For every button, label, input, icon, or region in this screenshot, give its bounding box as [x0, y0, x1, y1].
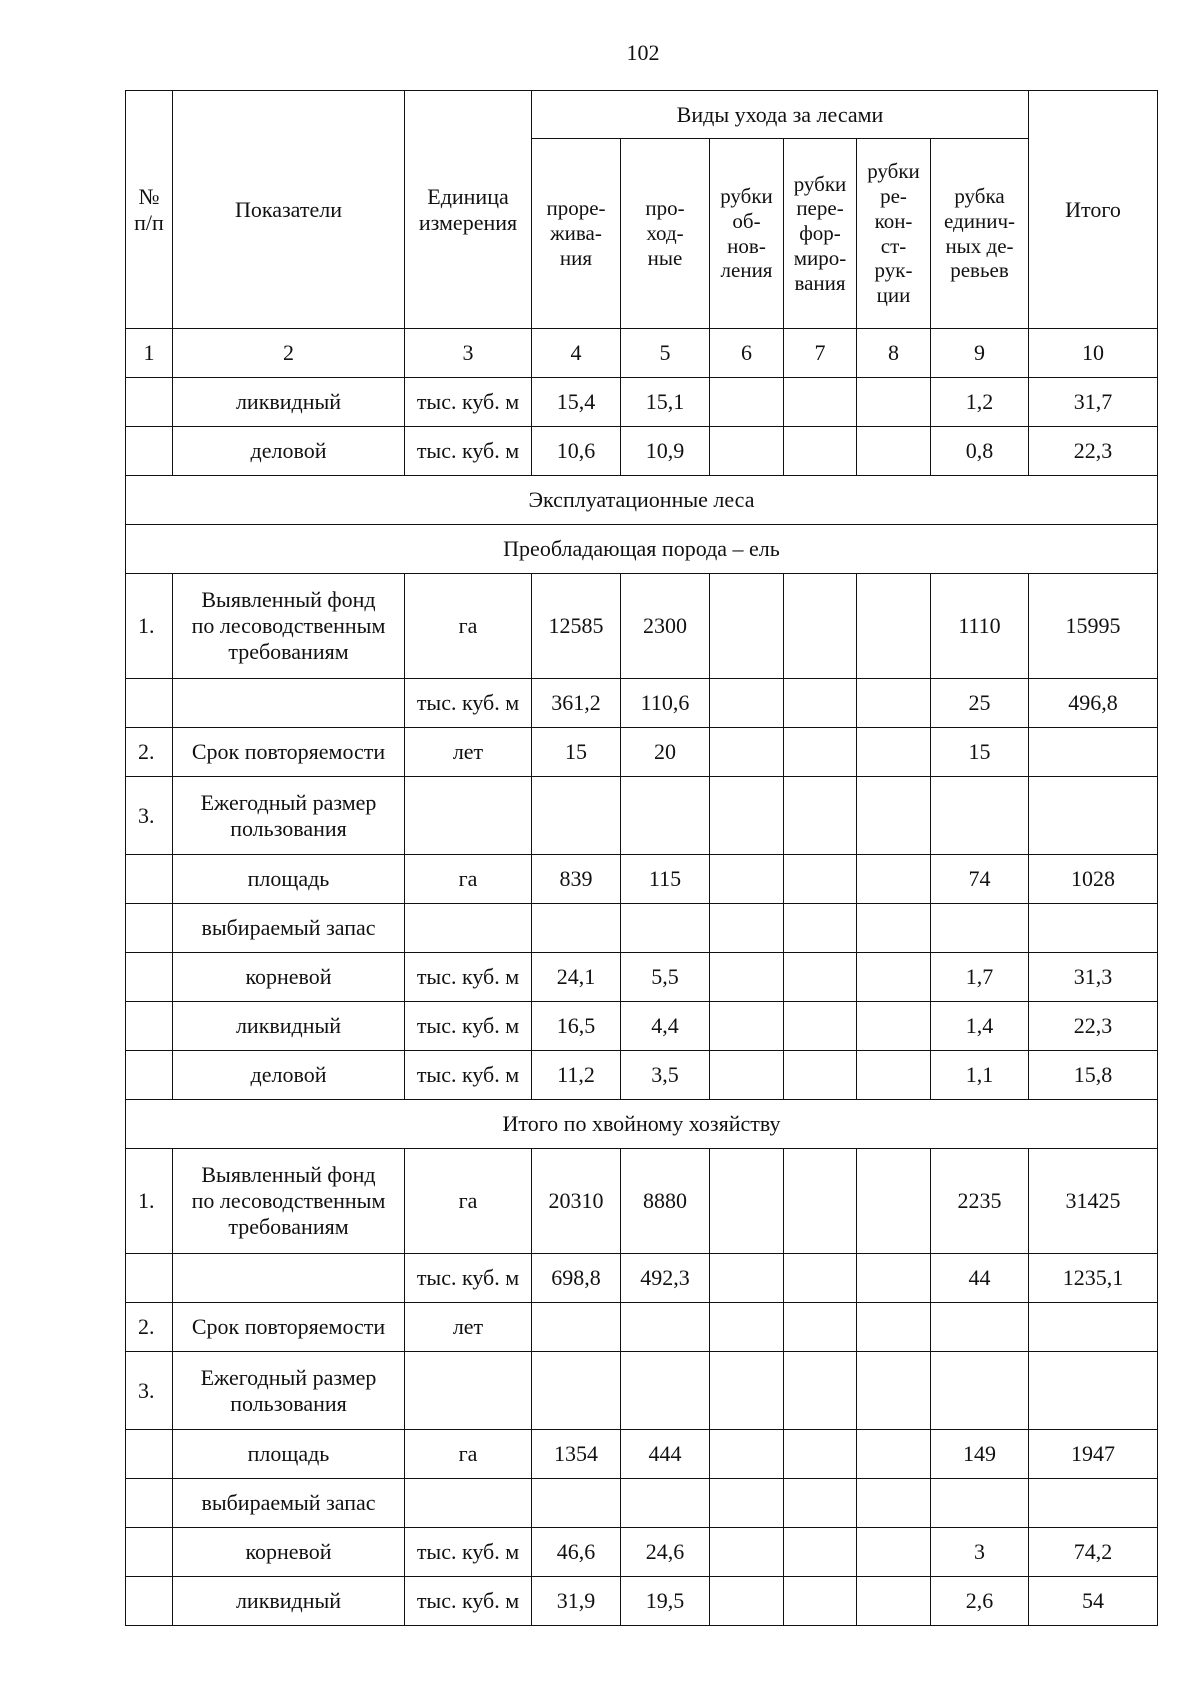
row-value: 110,6: [621, 679, 710, 728]
row-value: 1,1: [931, 1051, 1029, 1100]
section-title: Итого по хвойному хозяйству: [126, 1100, 1158, 1149]
row-number: 2.: [126, 1303, 173, 1352]
row-number: [126, 855, 173, 904]
row-value: [784, 574, 857, 679]
row-total: 1947: [1029, 1430, 1158, 1479]
header-unit: Единица измерения: [405, 91, 532, 329]
row-indicator: площадь: [173, 1430, 405, 1479]
row-value: [857, 378, 931, 427]
row-unit: тыс. куб. м: [405, 1577, 532, 1626]
section-row: [126, 525, 1158, 574]
row-value: [857, 777, 931, 855]
row-indicator: [173, 1254, 405, 1303]
row-value: [784, 1051, 857, 1100]
row-value: [784, 855, 857, 904]
header-col-reformation: рубки пере- фор- миро- вания: [784, 139, 857, 329]
row-value: 31,9: [532, 1577, 621, 1626]
row-indicator: Выявленный фонд по лесоводственным требованиям: [173, 1149, 405, 1254]
col-number: 8: [857, 329, 931, 378]
row-value: [710, 1051, 784, 1100]
row-total: 74,2: [1029, 1528, 1158, 1577]
row-value: [784, 1149, 857, 1254]
row-value: [710, 1352, 784, 1430]
row-value: 25: [931, 679, 1029, 728]
header-col-passage: про- ход- ные: [621, 139, 710, 329]
row-value: [931, 1352, 1029, 1430]
table-row: [126, 1149, 1158, 1254]
row-value: [857, 1149, 931, 1254]
row-value: [710, 777, 784, 855]
col-number: 6: [710, 329, 784, 378]
row-number: 1.: [126, 1149, 173, 1254]
row-value: 0,8: [931, 427, 1029, 476]
row-value: [621, 777, 710, 855]
row-value: 361,2: [532, 679, 621, 728]
table-row: [126, 1577, 1158, 1626]
col-number: 10: [1029, 329, 1158, 378]
row-total: 1235,1: [1029, 1254, 1158, 1303]
row-value: 19,5: [621, 1577, 710, 1626]
col-number: 9: [931, 329, 1029, 378]
row-unit: га: [405, 1149, 532, 1254]
row-value: [784, 1479, 857, 1528]
row-value: [532, 1479, 621, 1528]
row-value: 1110: [931, 574, 1029, 679]
row-value: 3,5: [621, 1051, 710, 1100]
section-title: Эксплуатационные леса: [126, 476, 1158, 525]
row-unit: [405, 904, 532, 953]
row-number: 3.: [126, 1352, 173, 1430]
col-number: 1: [126, 329, 173, 378]
row-total: 15,8: [1029, 1051, 1158, 1100]
row-value: [621, 1479, 710, 1528]
row-value: [710, 1577, 784, 1626]
row-value: [710, 1528, 784, 1577]
row-value: 16,5: [532, 1002, 621, 1051]
row-total: 31425: [1029, 1149, 1158, 1254]
table-row: [126, 1528, 1158, 1577]
row-value: [784, 679, 857, 728]
row-value: [857, 679, 931, 728]
row-value: [784, 728, 857, 777]
row-number: [126, 1528, 173, 1577]
row-unit: тыс. куб. м: [405, 427, 532, 476]
row-value: [857, 1352, 931, 1430]
row-value: [931, 1303, 1029, 1352]
row-total: 31,7: [1029, 378, 1158, 427]
table-row: [126, 1430, 1158, 1479]
row-number: [126, 679, 173, 728]
row-value: 1,4: [931, 1002, 1029, 1051]
header-col-reconstruction: рубки ре- кон- ст- рук- ции: [857, 139, 931, 329]
forest-care-table: [125, 90, 1158, 1626]
row-value: [710, 1303, 784, 1352]
header-care-types: Виды ухода за лесами: [532, 91, 1029, 139]
row-value: 1,2: [931, 378, 1029, 427]
row-total: [1029, 1352, 1158, 1430]
row-number: [126, 1051, 173, 1100]
row-value: [532, 777, 621, 855]
row-value: [710, 1430, 784, 1479]
row-value: 46,6: [532, 1528, 621, 1577]
row-total: 54: [1029, 1577, 1158, 1626]
row-number: [126, 1577, 173, 1626]
row-value: 44: [931, 1254, 1029, 1303]
row-value: 10,9: [621, 427, 710, 476]
row-unit: тыс. куб. м: [405, 953, 532, 1002]
row-value: [784, 953, 857, 1002]
row-value: 115: [621, 855, 710, 904]
row-value: [621, 1303, 710, 1352]
row-number: [126, 1254, 173, 1303]
header-total: Итого: [1029, 91, 1158, 329]
header-col-renewal: рубки об- нов- ления: [710, 139, 784, 329]
col-number: 2: [173, 329, 405, 378]
header-indicator: Показатели: [173, 91, 405, 329]
row-value: 444: [621, 1430, 710, 1479]
row-indicator: Ежегодный размер пользования: [173, 1352, 405, 1430]
section-row: [126, 476, 1158, 525]
row-value: [784, 1528, 857, 1577]
row-number: [126, 427, 173, 476]
row-value: [710, 679, 784, 728]
col-number: 3: [405, 329, 532, 378]
row-number: 3.: [126, 777, 173, 855]
row-value: 11,2: [532, 1051, 621, 1100]
table-body: [126, 378, 1158, 1626]
col-number: 4: [532, 329, 621, 378]
row-total: 22,3: [1029, 1002, 1158, 1051]
row-value: [710, 378, 784, 427]
row-total: [1029, 777, 1158, 855]
row-value: [931, 777, 1029, 855]
table-row: [126, 574, 1158, 679]
page-number: 102: [626, 40, 660, 65]
row-value: [857, 728, 931, 777]
row-value: [857, 427, 931, 476]
row-value: [710, 1002, 784, 1051]
row-indicator: корневой: [173, 1528, 405, 1577]
row-value: [710, 427, 784, 476]
row-value: 4,4: [621, 1002, 710, 1051]
row-value: 10,6: [532, 427, 621, 476]
row-total: [1029, 1479, 1158, 1528]
row-value: 8880: [621, 1149, 710, 1254]
row-number: 1.: [126, 574, 173, 679]
row-value: 1,7: [931, 953, 1029, 1002]
row-number: [126, 904, 173, 953]
row-value: [784, 1303, 857, 1352]
row-value: 2235: [931, 1149, 1029, 1254]
table-row: [126, 1254, 1158, 1303]
row-unit: га: [405, 855, 532, 904]
row-unit: тыс. куб. м: [405, 1051, 532, 1100]
row-unit: [405, 777, 532, 855]
row-value: [931, 1479, 1029, 1528]
row-total: [1029, 728, 1158, 777]
row-value: [857, 574, 931, 679]
row-value: [710, 728, 784, 777]
row-total: 15995: [1029, 574, 1158, 679]
row-value: [784, 777, 857, 855]
col-number: 5: [621, 329, 710, 378]
col-number: 7: [784, 329, 857, 378]
row-value: [857, 1002, 931, 1051]
row-value: 20310: [532, 1149, 621, 1254]
row-value: [532, 904, 621, 953]
row-unit: тыс. куб. м: [405, 1528, 532, 1577]
row-unit: тыс. куб. м: [405, 378, 532, 427]
row-value: 698,8: [532, 1254, 621, 1303]
row-unit: тыс. куб. м: [405, 1002, 532, 1051]
row-value: [784, 1430, 857, 1479]
row-value: [857, 953, 931, 1002]
row-value: 20: [621, 728, 710, 777]
table-header: [126, 91, 1158, 378]
row-value: 15: [532, 728, 621, 777]
row-value: [710, 1479, 784, 1528]
row-total: 496,8: [1029, 679, 1158, 728]
table-row: [126, 953, 1158, 1002]
table-row: [126, 378, 1158, 427]
row-total: 1028: [1029, 855, 1158, 904]
table-row: [126, 1303, 1158, 1352]
row-value: [710, 904, 784, 953]
row-value: [710, 574, 784, 679]
row-unit: га: [405, 574, 532, 679]
row-value: [710, 855, 784, 904]
table-row: [126, 1002, 1158, 1051]
header-no: № п/п: [126, 91, 173, 329]
row-value: 839: [532, 855, 621, 904]
row-unit: лет: [405, 728, 532, 777]
row-value: [857, 1577, 931, 1626]
table-row: [126, 427, 1158, 476]
row-value: [710, 1149, 784, 1254]
row-value: 74: [931, 855, 1029, 904]
table-row: [126, 728, 1158, 777]
row-indicator: выбираемый запас: [173, 904, 405, 953]
table-row: [126, 1352, 1158, 1430]
row-value: [857, 1430, 931, 1479]
header-col-single-trees: рубка единич- ных де- ревьев: [931, 139, 1029, 329]
row-value: 15,1: [621, 378, 710, 427]
table-row: [126, 855, 1158, 904]
row-indicator: [173, 679, 405, 728]
row-unit: га: [405, 1430, 532, 1479]
table-row: [126, 679, 1158, 728]
row-value: [857, 1528, 931, 1577]
row-value: 24,1: [532, 953, 621, 1002]
row-unit: [405, 1352, 532, 1430]
row-unit: [405, 1479, 532, 1528]
row-value: [784, 904, 857, 953]
row-indicator: Ежегодный размер пользования: [173, 777, 405, 855]
row-unit: лет: [405, 1303, 532, 1352]
table-row: [126, 904, 1158, 953]
row-value: 12585: [532, 574, 621, 679]
row-number: [126, 1479, 173, 1528]
header-col-thinning: проре- жива- ния: [532, 139, 621, 329]
row-value: 15,4: [532, 378, 621, 427]
row-unit: тыс. куб. м: [405, 679, 532, 728]
row-value: 15: [931, 728, 1029, 777]
row-value: [784, 1352, 857, 1430]
row-number: 2.: [126, 728, 173, 777]
row-value: [857, 1254, 931, 1303]
row-total: [1029, 904, 1158, 953]
row-value: 3: [931, 1528, 1029, 1577]
row-total: [1029, 1303, 1158, 1352]
row-value: 5,5: [621, 953, 710, 1002]
row-value: [784, 1577, 857, 1626]
row-number: [126, 1002, 173, 1051]
row-indicator: корневой: [173, 953, 405, 1002]
row-value: [857, 1303, 931, 1352]
row-total: 31,3: [1029, 953, 1158, 1002]
section-row: [126, 1100, 1158, 1149]
row-value: 1354: [532, 1430, 621, 1479]
row-value: 2,6: [931, 1577, 1029, 1626]
row-indicator: деловой: [173, 1051, 405, 1100]
row-total: 22,3: [1029, 427, 1158, 476]
row-indicator: Выявленный фонд по лесоводственным требованиям: [173, 574, 405, 679]
row-unit: тыс. куб. м: [405, 1254, 532, 1303]
row-indicator: Срок повторяемости: [173, 1303, 405, 1352]
row-value: [710, 1254, 784, 1303]
row-number: [126, 378, 173, 427]
row-value: [621, 1352, 710, 1430]
row-value: [784, 427, 857, 476]
row-indicator: ликвидный: [173, 1577, 405, 1626]
row-value: [532, 1303, 621, 1352]
section-title: Преобладающая порода – ель: [126, 525, 1158, 574]
row-value: [857, 904, 931, 953]
table-row: [126, 1479, 1158, 1528]
row-indicator: деловой: [173, 427, 405, 476]
row-value: [532, 1352, 621, 1430]
row-value: [931, 904, 1029, 953]
table-row: [126, 1051, 1158, 1100]
row-value: [857, 1051, 931, 1100]
row-value: [621, 904, 710, 953]
row-value: 2300: [621, 574, 710, 679]
row-value: 492,3: [621, 1254, 710, 1303]
row-value: [857, 855, 931, 904]
row-indicator: ликвидный: [173, 378, 405, 427]
row-value: [784, 1002, 857, 1051]
row-indicator: выбираемый запас: [173, 1479, 405, 1528]
row-value: [784, 378, 857, 427]
row-value: [784, 1254, 857, 1303]
row-number: [126, 1430, 173, 1479]
row-value: 24,6: [621, 1528, 710, 1577]
row-indicator: Срок повторяемости: [173, 728, 405, 777]
row-indicator: ликвидный: [173, 1002, 405, 1051]
row-number: [126, 953, 173, 1002]
table-row: [126, 777, 1158, 855]
row-value: [857, 1479, 931, 1528]
row-value: [710, 953, 784, 1002]
row-value: 149: [931, 1430, 1029, 1479]
row-indicator: площадь: [173, 855, 405, 904]
